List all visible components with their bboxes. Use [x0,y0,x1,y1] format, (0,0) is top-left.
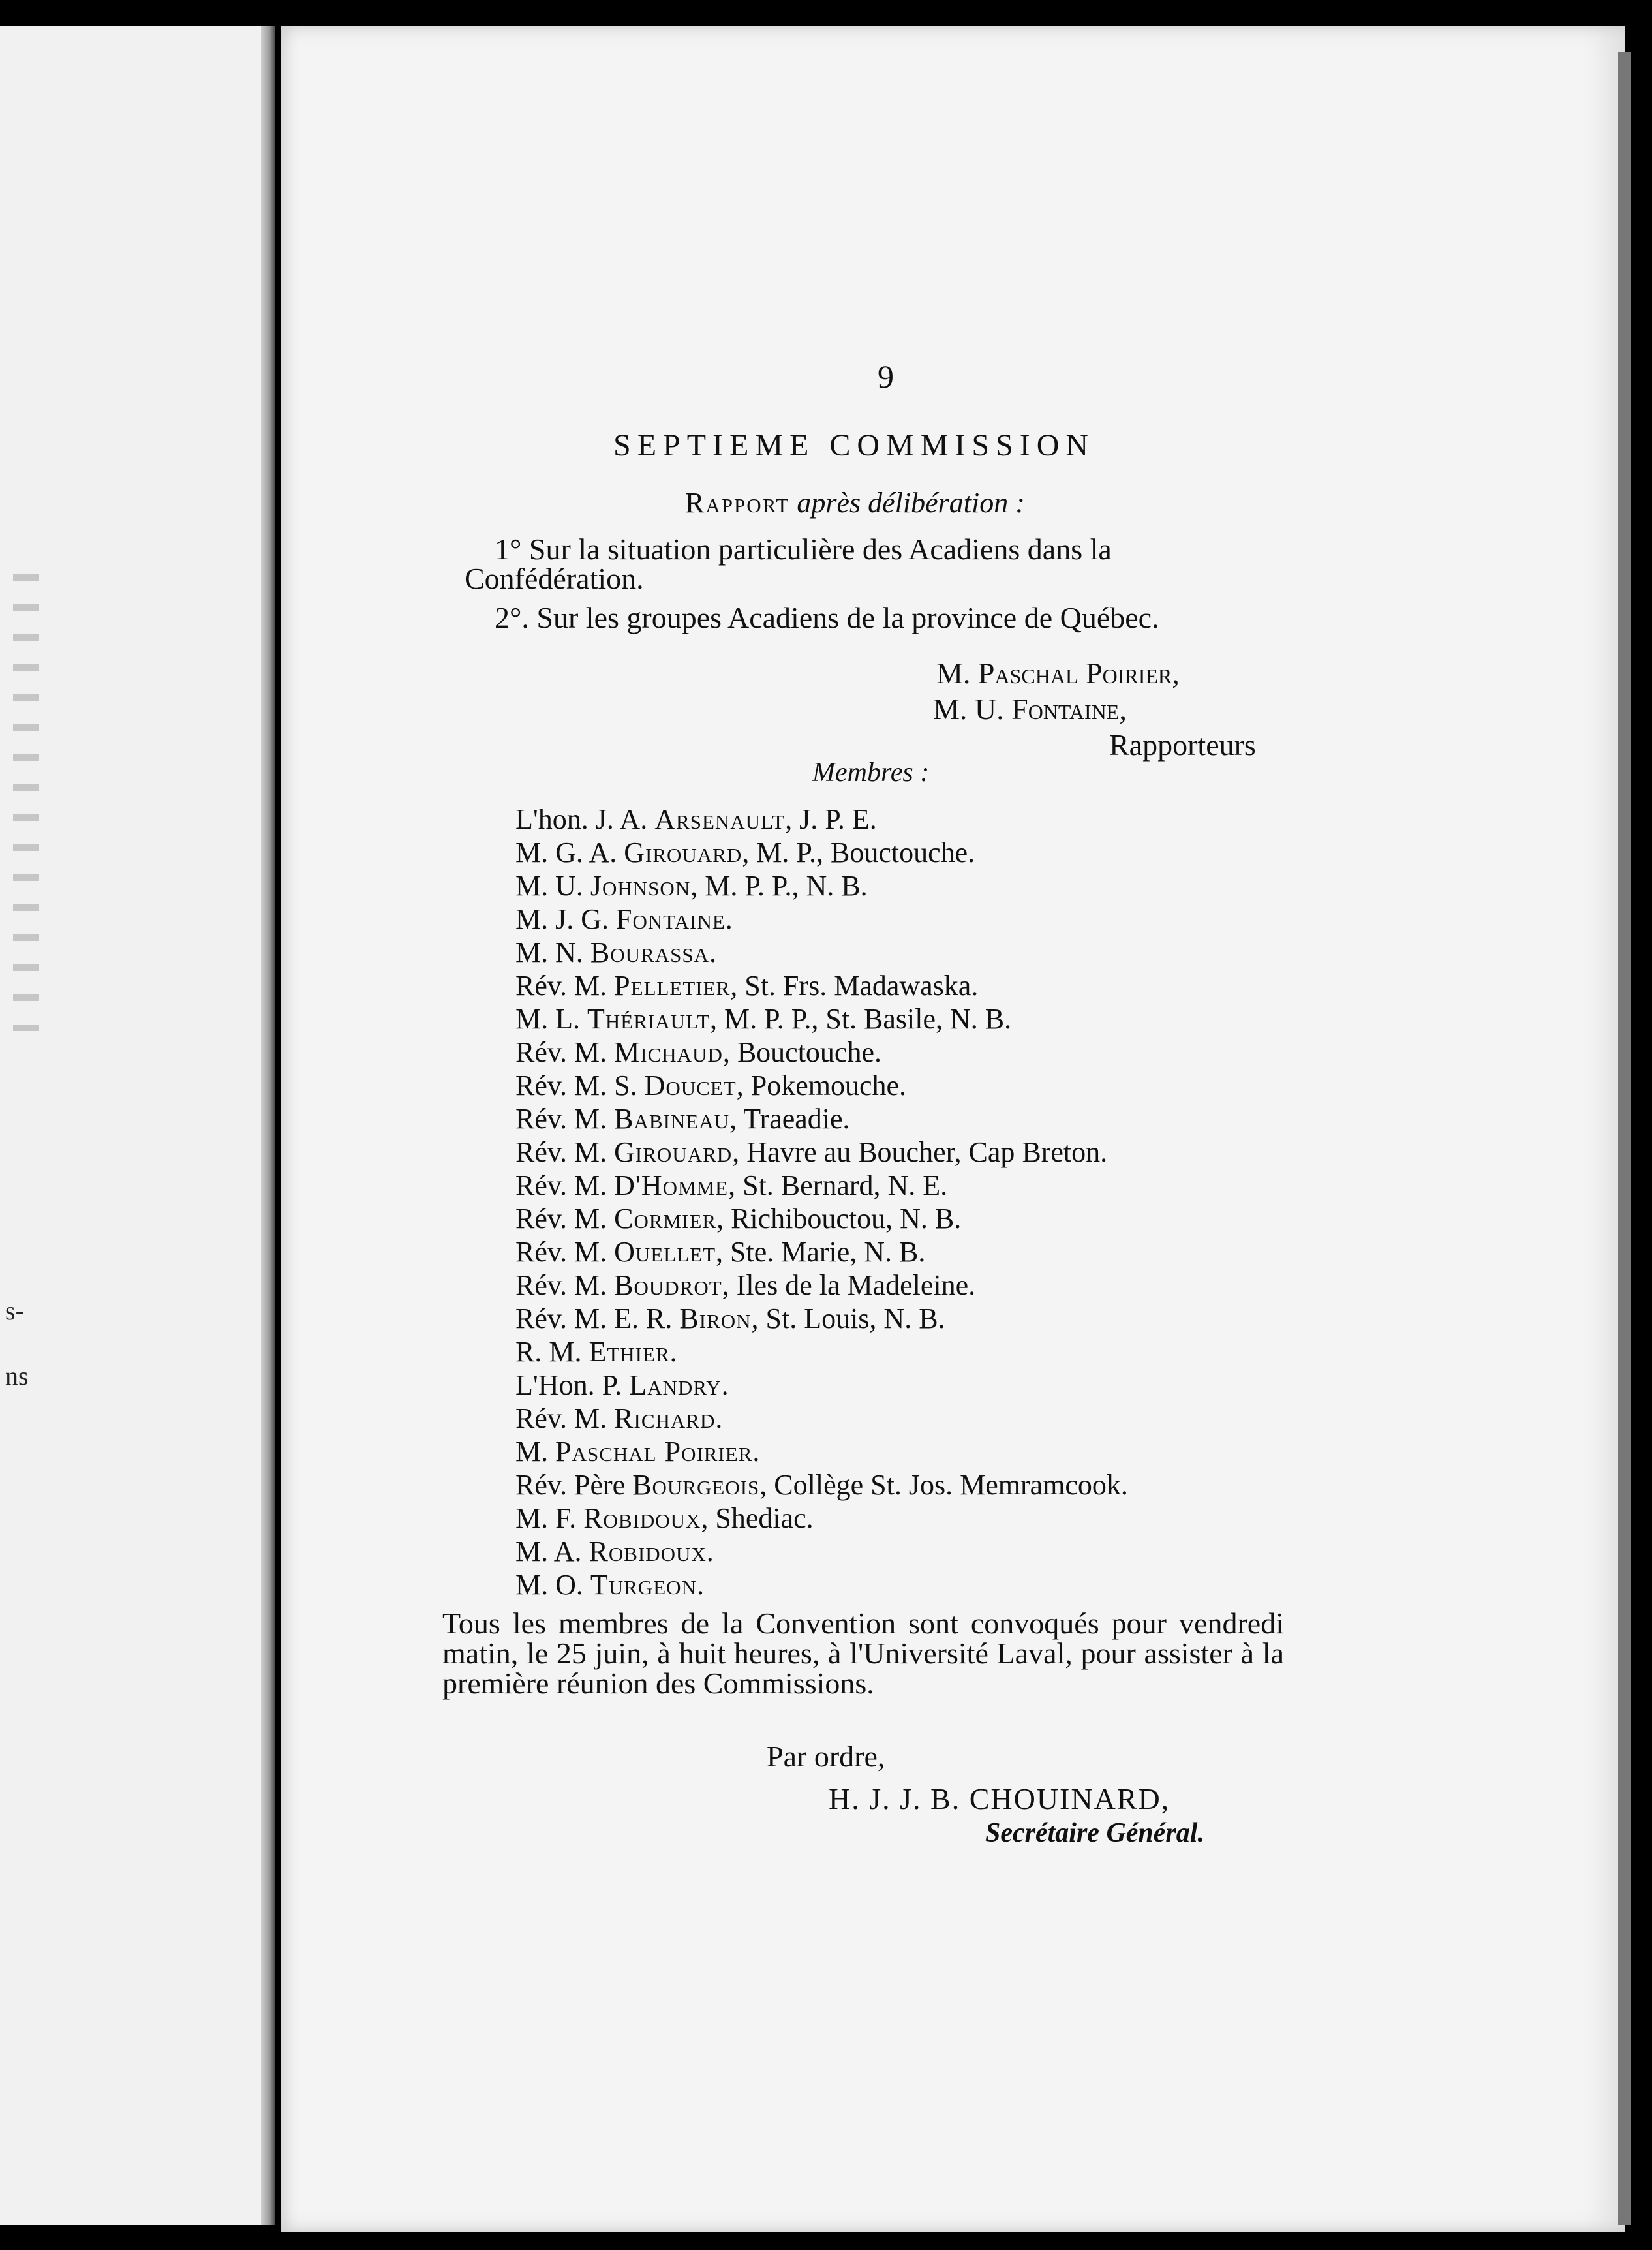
by-order: Par ordre, [767,1740,885,1773]
member-surname: Robidoux [589,1535,707,1567]
member-prefix: R. M. [515,1336,589,1368]
member-surname: Landry [629,1369,722,1401]
member-entry [515,1568,1128,1601]
member-details: , Bouctouche. [722,1036,881,1068]
rapporteur: M. Paschal Poirier, [936,656,1180,690]
member-details: , M. P., Bouctouche. [742,837,975,869]
member-entry [515,1235,1128,1269]
member-entry [515,1269,1128,1302]
member-prefix: Rév. Père [515,1469,633,1501]
member-surname: Arsenault [654,803,786,835]
members-list [515,803,1128,1601]
member-prefix: M. U. [515,870,590,902]
member-prefix: Rév. M. [515,1036,615,1068]
member-prefix: L'hon. J. A. [515,803,655,835]
member-details: , St. Frs. Madawaska. [730,970,979,1002]
member-details: , St. Bernard, N. E. [728,1169,948,1201]
member-details: , Collège St. Jos. Memramcook. [759,1469,1128,1501]
member-details: , St. Louis, N. B. [751,1302,945,1334]
member-entry [515,1435,1128,1468]
member-details: . [696,1569,704,1601]
member-prefix: M. F. [515,1502,584,1534]
member-entry [515,1502,1128,1535]
signature-name: H. J. J. B. CHOUINARD, [829,1782,1170,1815]
member-surname: Bourgeois [632,1469,760,1501]
member-details: . [706,1535,714,1567]
left-page-fragment: ns [5,1361,29,1391]
member-surname: Robidoux [583,1502,701,1534]
member-details: . [709,936,716,968]
member-prefix: M. [515,1436,556,1468]
member-entry [515,1036,1128,1069]
rapporteur: M. U. Fontaine, [933,692,1127,726]
member-surname: Richard [614,1402,716,1434]
member-prefix: M. N. [515,936,590,968]
member-details: , M. P. P., St. Basile, N. B. [710,1003,1012,1035]
member-entry [515,1102,1128,1135]
member-prefix: Rév. M. [515,1402,615,1434]
member-prefix: Rév. M. [515,1169,615,1201]
member-entry [515,869,1128,902]
member-details: , Richibouctou, N. B. [716,1203,962,1235]
member-entry [515,1535,1128,1568]
members-heading: Membres : [812,758,930,788]
member-prefix: M. J. G. [515,903,617,935]
member-entry [515,969,1128,1002]
subtitle [685,486,1025,519]
member-surname: Boudrot [614,1269,722,1301]
member-prefix: Rév. M. [515,1203,615,1235]
member-prefix: Rév. M. [515,970,615,1002]
member-surname: Bourassa [590,936,709,968]
agenda-item-1-continued: Confédération. [465,562,644,595]
member-surname: Fontaine [616,903,726,935]
member-surname: Johnson [590,870,691,902]
member-details: . [721,1369,729,1401]
member-entry [515,1468,1128,1502]
member-entry [515,1335,1128,1368]
member-entry [515,803,1128,836]
member-entry [515,1302,1128,1335]
page-number: 9 [878,358,894,395]
member-entry [515,1402,1128,1435]
member-surname: Girouard [624,837,742,869]
member-surname: Doucet [644,1070,737,1102]
member-details: , Iles de la Madeleine. [722,1269,976,1301]
member-details: . [669,1336,677,1368]
member-prefix: Rév. M. [515,1103,615,1135]
member-prefix: L'Hon. P. [515,1369,630,1401]
member-prefix: M. A. [515,1535,589,1567]
member-details: , J. P. E. [785,803,877,835]
member-entry [515,1135,1128,1169]
member-surname: D'Homme [614,1169,729,1201]
member-surname: Ethier [589,1336,670,1368]
member-details: , Ste. Marie, N. B. [716,1236,926,1268]
member-entry [515,902,1128,936]
member-details: , Pokemouche. [736,1070,907,1102]
member-prefix: Rév. M. [515,1136,615,1168]
member-surname: Biron [679,1302,752,1334]
member-entry [515,1069,1128,1102]
member-prefix: M. L. [515,1003,587,1035]
member-prefix: Rév. M. S. [515,1070,645,1102]
member-prefix: Rév. M. E. R. [515,1302,680,1334]
subtitle-rest: après délibération : [797,487,1025,519]
member-surname: Babineau [614,1103,729,1135]
member-details: , Traeadie. [729,1103,850,1135]
left-page-fragment: s- [5,1296,24,1325]
member-surname: Thériault [587,1003,711,1035]
member-details: , M. P. P., N. B. [690,870,868,902]
page-title: SEPTIEME COMMISSION [613,428,1095,463]
member-entry [515,1202,1128,1235]
member-surname: Pelletier [614,970,731,1002]
member-prefix: M. O. [515,1569,590,1601]
member-entry [515,936,1128,969]
member-surname: Paschal Poirier [555,1436,753,1468]
member-entry [515,836,1128,869]
member-prefix: Rév. M. [515,1269,615,1301]
member-surname: Michaud [614,1036,723,1068]
agenda-item-2: 2°. Sur les groupes Acadiens de la province de Québec. [495,601,1159,634]
agenda-item-1: 1° Sur la situation particulière des Acadiens dans la [495,532,1112,566]
member-details: . [715,1402,723,1434]
member-prefix: Rév. M. [515,1236,615,1268]
subtitle-lead: Rapport [685,487,790,519]
member-prefix: M. G. A. [515,837,624,869]
signature-title: Secrétaire Général. [985,1818,1204,1848]
member-surname: Girouard [614,1136,733,1168]
member-entry [515,1368,1128,1402]
member-surname: Cormier [614,1203,717,1235]
member-entry [515,1002,1128,1036]
rapporteurs-label: Rapporteurs [1109,728,1256,762]
closing-paragraph: Tous les membres de la Convention sont convoqués pour vendredi matin, le 25 juin, à huit heures, à l'Université Laval, pour assister à la première réunion des Commissions. [442,1607,1284,1700]
member-details: . [725,903,733,935]
member-details: , Shediac. [701,1502,814,1534]
member-entry [515,1169,1128,1202]
member-surname: Ouellet [614,1236,716,1268]
member-details: . [752,1436,760,1468]
member-details: , Havre au Boucher, Cap Breton. [732,1136,1108,1168]
member-surname: Turgeon [590,1569,697,1601]
